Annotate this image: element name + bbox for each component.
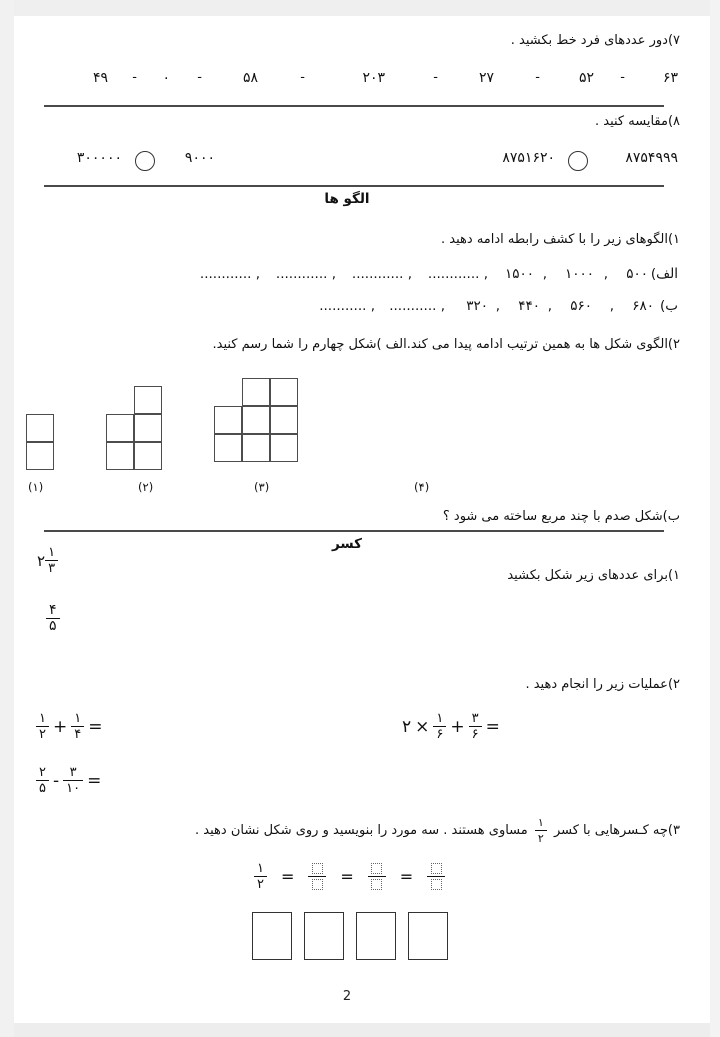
square: [26, 414, 54, 442]
pattern-figures: [14, 368, 680, 494]
fraction-equation-a: [36, 712, 102, 741]
page-edge-right: [710, 0, 720, 1037]
figure-label-2: (۲): [138, 480, 154, 494]
patterns-row-alef-v1: ۱۰۰۰: [564, 266, 594, 282]
drawing-rectangle-1[interactable]: [252, 912, 292, 960]
fractions-q2-prompt: ۲)عملیات زیر را انجام دهید .: [525, 677, 680, 692]
square: [270, 378, 298, 406]
numerator-box[interactable]: [431, 863, 442, 874]
drawing-rectangle-3[interactable]: [356, 912, 396, 960]
q8-pair-1-left: ۳۰۰۰۰۰: [76, 150, 122, 166]
square: [242, 434, 270, 462]
numerator: ۴: [49, 602, 57, 618]
equiv-blank-fraction-2[interactable]: [368, 863, 386, 890]
equals-operator-3: =: [399, 867, 414, 886]
square: [106, 442, 134, 470]
drawing-rectangle-4[interactable]: [408, 912, 448, 960]
section-title-fractions: کسر: [332, 536, 362, 552]
equals-operator-1: =: [280, 867, 295, 886]
denominator-box[interactable]: [371, 879, 382, 890]
patterns-row-be-v1: ۵۶۰: [570, 298, 592, 314]
denominator-box[interactable]: [431, 879, 442, 890]
numerator: ۱: [537, 816, 544, 829]
minus-operator: -: [52, 770, 60, 791]
q7-separator-3: -: [300, 70, 305, 85]
patterns-q1-prompt: ۱)الگوهای زیر را با کشف رابطه ادامه دهید .: [441, 232, 680, 247]
section-title-patterns: الگو ها: [324, 191, 370, 207]
patterns-row-be-blank-0[interactable]: , ...........: [389, 298, 445, 314]
equivalent-fraction-row: [254, 862, 445, 891]
numerator: ۱: [436, 711, 444, 726]
equiv-blank-fraction-1[interactable]: [308, 863, 326, 890]
patterns-row-alef-blank-1[interactable]: , ............: [351, 266, 412, 282]
numerator-box[interactable]: [312, 863, 323, 874]
fractions-q3-prompt: [14, 816, 680, 845]
square: [270, 434, 298, 462]
coefficient: ۲: [402, 716, 412, 737]
denominator: ۱۰: [63, 780, 83, 795]
q7-number-2: ۲۷: [478, 70, 494, 86]
denominator: ۶: [469, 726, 482, 741]
q7-separator-5: -: [132, 70, 137, 85]
figure-label-4: (۴): [414, 480, 430, 494]
patterns-row-alef-blank-3[interactable]: , ............: [199, 266, 260, 282]
numerator: ۳: [471, 711, 479, 726]
fraction-equation-b: [402, 712, 500, 741]
q7-number-1: ۵۲: [578, 70, 594, 86]
page-edge-top: [0, 0, 720, 16]
q7-number-6: ۴۹: [92, 70, 108, 86]
fraction-term-1: [36, 766, 49, 795]
question-8-prompt: ۸)مقایسه کنید .: [595, 114, 680, 129]
fraction-term-1: [433, 712, 446, 741]
denominator-box[interactable]: [312, 879, 323, 890]
fraction-drawing-rectangles: [252, 912, 448, 960]
equiv-fraction-first: [254, 862, 267, 891]
equals-operator: =: [485, 716, 500, 737]
fractions-q1-number-0: [36, 546, 58, 575]
q7-number-4: ۵۸: [242, 70, 258, 86]
patterns-row-alef-v2: ۱۵۰۰: [504, 266, 534, 282]
patterns-row-be-v0: ۶۸۰: [632, 298, 654, 314]
q8-pair-1-circle[interactable]: [135, 151, 155, 171]
square: [134, 414, 162, 442]
numerator-box[interactable]: [371, 863, 382, 874]
mixed-fraction: [45, 546, 58, 575]
square: [214, 434, 242, 462]
fraction-term-2: [71, 712, 84, 741]
patterns-q2-prompt: ۲)الگوی شکل ها به همین ترتیب ادامه پیدا می کند.الف )شکل چهارم را شما رسم کنید.: [212, 337, 680, 352]
fraction-equation-c: [36, 766, 101, 795]
q7-separator-0: -: [620, 70, 625, 85]
inline-fraction-half: [535, 816, 547, 845]
divider-rule-3: [44, 530, 664, 532]
square: [270, 406, 298, 434]
worksheet-content: ۷)دور عددهای فرد خط بکشید . ۶۳ - ۵۲ - ۲۷ - ۲۰۳ - ۵۸ - ۰ - ۴۹ ۸)مقایسه کنید . ۸۷۵۴۹۹۹ ۸۷۵۱۶۲۰ ۹۰۰۰ ۳۰۰۰۰۰ الگو ها ۱)الگوهای زیر را با کشف رابطه ادامه دهید . الف) ۵۰۰ , ۱۰۰۰ , ۱۵۰۰ , ............ , ............ , ............ , ............ ب) ۶۸۰ , ۵۶۰ , ۴۴۰ , ۳۲۰ , ........... , ........... ۲)الگوی شکل ها به همین ترتیب ادامه پیدا می کند.الف )شکل چهارم را شما رسم کنید. (۱) (۲) (۳) (۴) ب)شکل صدم با چند مربع ساخته می شود ؟ کسر ۱)برای عددهای زیر شکل بکشید ۲ $\frac{۱}{۳}$ $\frac{۴}{۵}$ ۲)عملیات زیر را انجام دهید . $\frac{۱}{۲}$ + $\frac{۱}{۴}$ = ۲ × $\frac{۱}{۶}$ + $\frac{۳}{۶}$ = $\frac{۲}{۵}$ - $\frac{۳}{۱۰}$ = ۳)چه کـسرهایی با کسر $\frac{۱}{۲}$ مساوی هستند . سه مورد را بنویسید و روی شکل نشان دهید . $\frac{۱}{۲}$ = = = 2: [14, 16, 710, 1023]
patterns-q2b-prompt: ب)شکل صدم با چند مربع ساخته می شود ؟: [442, 509, 680, 524]
denominator: ۲: [254, 876, 267, 891]
fractions-q3-prompt-before: ۳)چه کـسرهایی با کسر: [553, 823, 680, 838]
drawing-rectangle-2[interactable]: [304, 912, 344, 960]
q7-number-3: ۲۰۳: [362, 70, 385, 86]
page-edge-bottom: [0, 1023, 720, 1037]
question-7-prompt: ۷)دور عددهای فرد خط بکشید .: [510, 33, 680, 48]
patterns-row-alef-v0: ۵۰۰: [626, 266, 648, 282]
fraction-term-2: [469, 712, 482, 741]
q7-separator-1: -: [535, 70, 540, 85]
equiv-blank-fraction-3[interactable]: [427, 863, 445, 890]
divider-rule-1: [44, 105, 664, 107]
equals-operator: =: [88, 716, 103, 737]
page-edge-left: [0, 0, 14, 1037]
patterns-row-be-v2: ۴۴۰: [518, 298, 540, 314]
denominator: ۲: [535, 830, 547, 845]
fractions-q1-prompt: ۱)برای عددهای زیر شکل بکشید: [507, 568, 680, 583]
square: [134, 442, 162, 470]
plus-operator: +: [450, 716, 465, 737]
denominator: ۶: [433, 726, 446, 741]
square: [106, 414, 134, 442]
fractions-q3-prompt-after: مساوی هستند . سه مورد را بنویسید و روی شکل نشان دهید .: [195, 823, 528, 838]
numerator: ۱: [39, 711, 46, 726]
numerator: ۲: [39, 765, 46, 780]
q7-number-0: ۶۳: [662, 70, 678, 86]
equals-operator-2: =: [340, 867, 354, 886]
square: [242, 406, 270, 434]
numerator: ۳: [69, 765, 77, 780]
q8-pair-1-right: ۹۰۰۰: [184, 150, 215, 166]
denominator: ۵: [46, 618, 60, 633]
figure-label-1: (۱): [28, 480, 44, 494]
mixed-whole: ۲: [37, 551, 46, 570]
numerator: ۱: [257, 861, 264, 876]
denominator: ۳: [45, 560, 58, 575]
square: [134, 386, 162, 414]
fraction-term-1: [36, 712, 49, 741]
figure-label-3: (۳): [254, 480, 270, 494]
fractions-q1-number-1: [46, 604, 60, 633]
q7-separator-4: -: [197, 70, 202, 85]
q7-separator-2: -: [433, 70, 438, 85]
patterns-row-alef-blank-0[interactable]: , ............: [427, 266, 488, 282]
numerator: ۱: [74, 711, 82, 726]
q8-pair-0-left: ۸۷۵۱۶۲۰: [502, 150, 555, 166]
fraction: [46, 604, 60, 633]
patterns-row-alef-label: الف): [650, 266, 678, 282]
square: [242, 378, 270, 406]
numerator: ۱: [48, 545, 56, 560]
q8-pair-0-circle[interactable]: [568, 151, 588, 171]
times-operator: ×: [415, 716, 430, 737]
fraction-bar: [308, 876, 326, 877]
fraction-bar: [368, 876, 386, 877]
square: [214, 406, 242, 434]
fraction-term-2: [63, 766, 83, 795]
denominator: ۲: [36, 726, 49, 741]
q7-number-5: ۰: [162, 70, 170, 86]
q8-pair-0-right: ۸۷۵۴۹۹۹: [625, 150, 678, 166]
denominator: ۴: [71, 726, 84, 741]
patterns-row-alef-blank-2[interactable]: , ............: [275, 266, 336, 282]
patterns-row-be-blank-1[interactable]: , ...........: [319, 298, 375, 314]
patterns-row-be-v3: ۳۲۰: [466, 298, 488, 314]
square: [26, 442, 54, 470]
denominator: ۵: [36, 780, 49, 795]
fraction-bar: [427, 876, 445, 877]
page-number: 2: [342, 989, 352, 1004]
plus-operator: +: [52, 716, 68, 737]
divider-rule-2: [44, 185, 664, 187]
equals-operator: =: [87, 770, 102, 791]
patterns-row-be-label: ب): [660, 298, 678, 314]
